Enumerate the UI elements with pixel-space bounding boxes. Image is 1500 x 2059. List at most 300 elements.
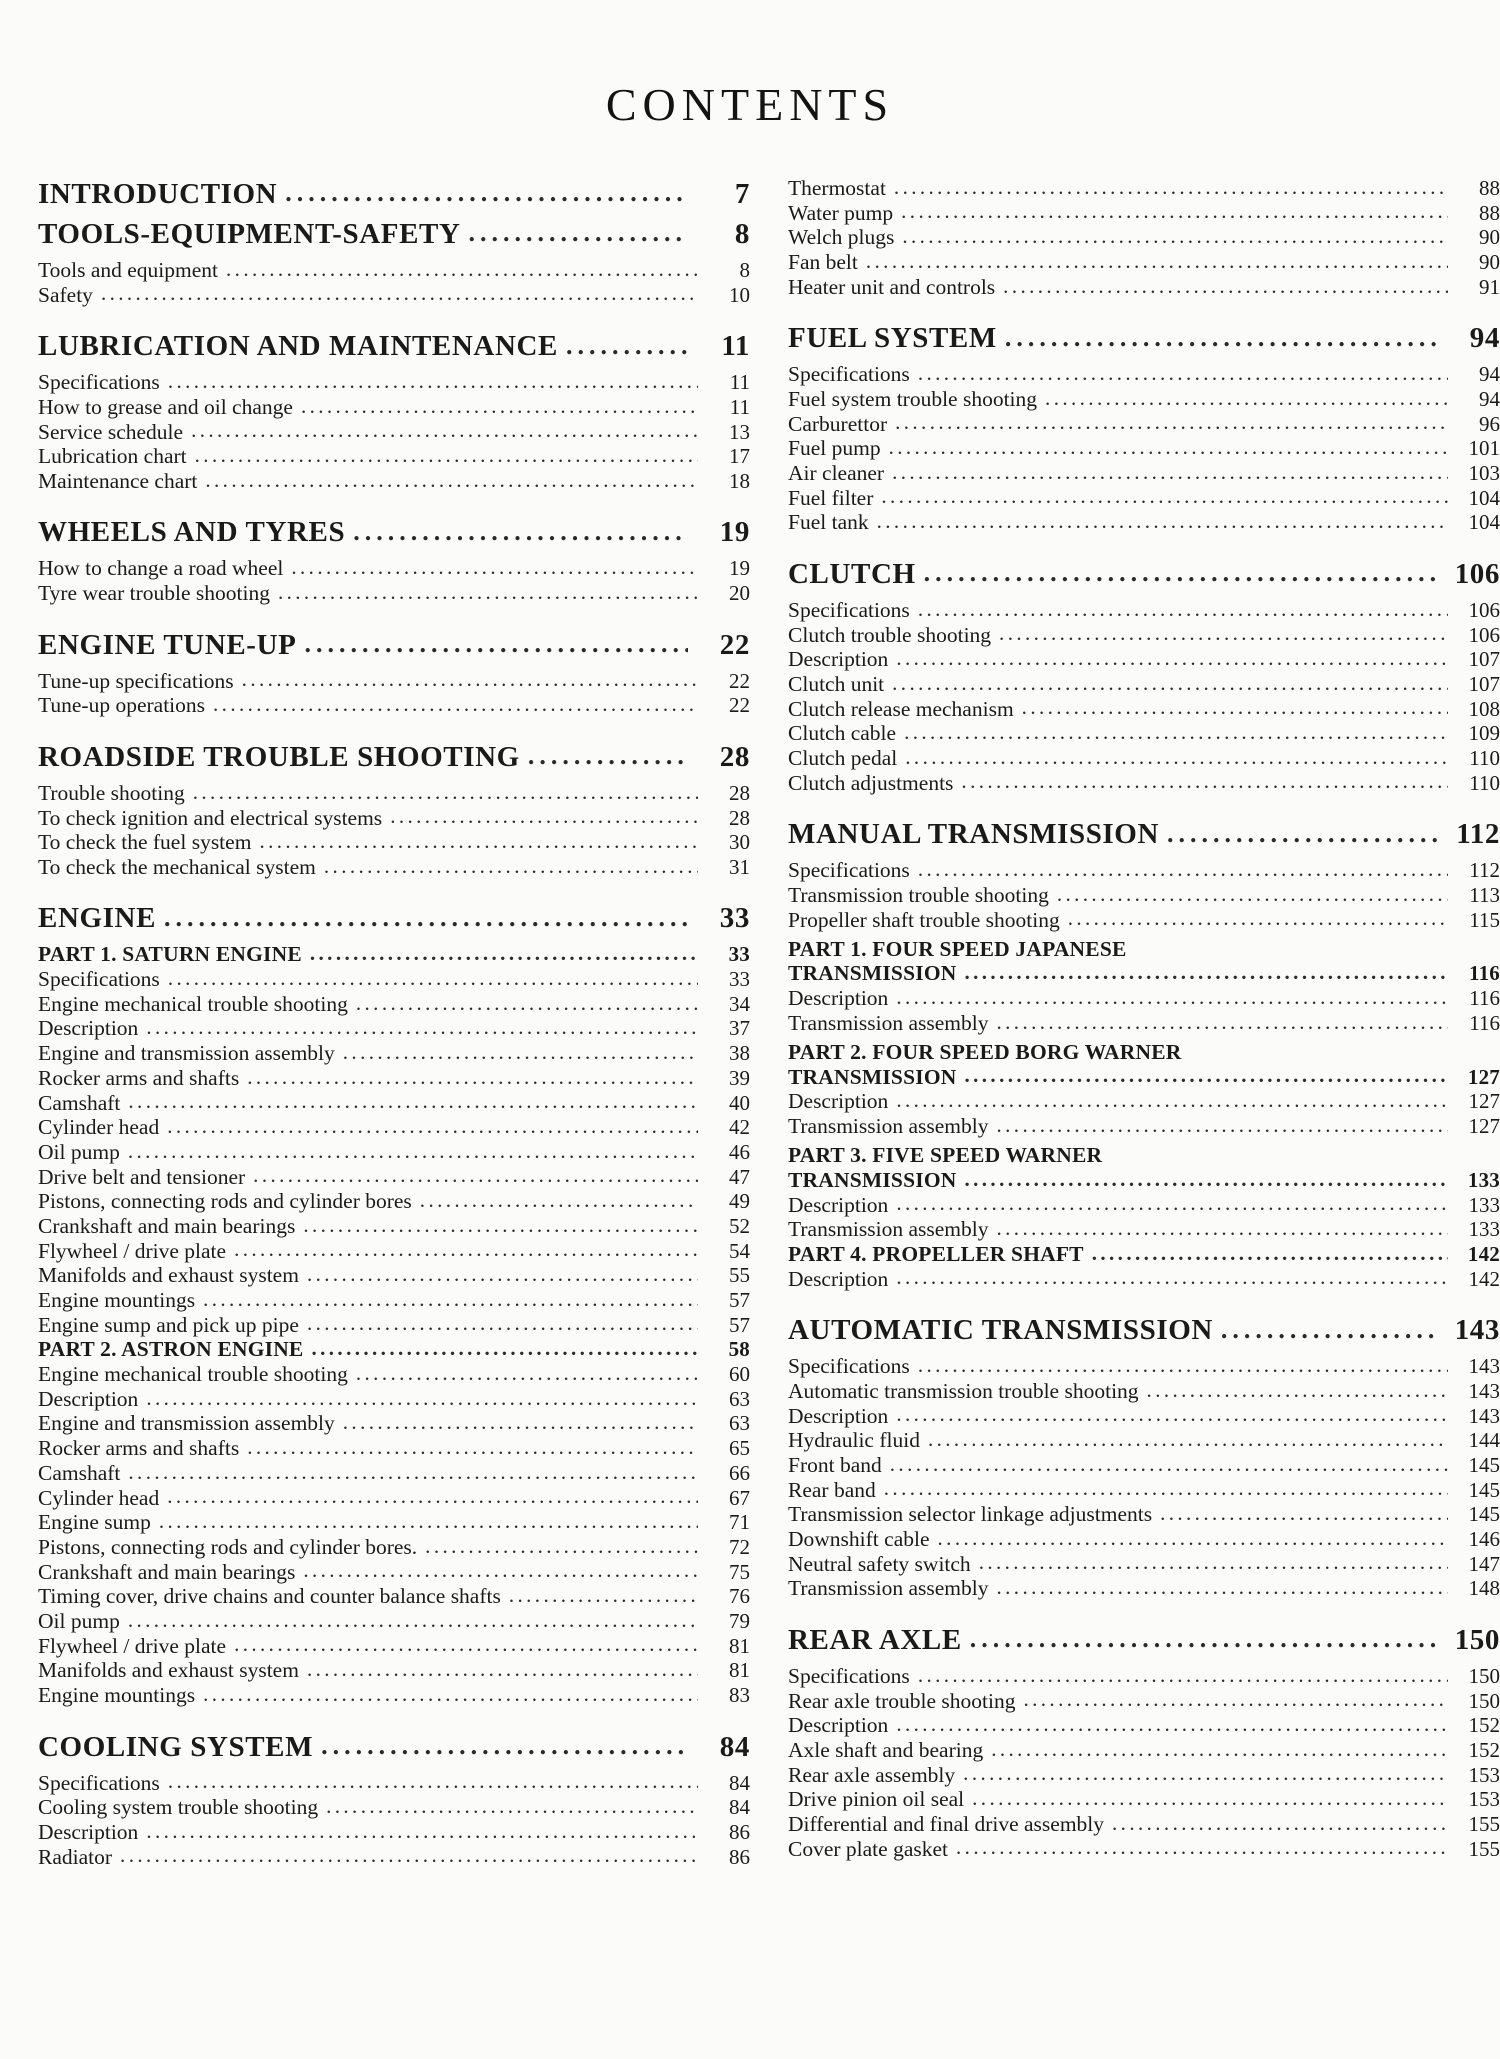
toc-entry-page-number: 20	[729, 581, 750, 606]
toc-entry-page-number: 109	[1468, 721, 1500, 746]
toc-sub-entry[interactable]	[38, 1213, 750, 1238]
toc-sub-entry[interactable]	[788, 1814, 1500, 1836]
toc-entry-page-number: 72	[729, 1534, 750, 1559]
toc-sub-entry[interactable]	[788, 1266, 1500, 1291]
toc-group	[788, 324, 1500, 534]
toc-part-entry[interactable]	[38, 944, 750, 966]
toc-sub-entry[interactable]	[788, 1219, 1500, 1241]
toc-sub-entry[interactable]	[788, 671, 1500, 696]
toc-entry-page-number: 22	[729, 693, 750, 718]
dot-leader	[195, 446, 698, 468]
dot-leader	[997, 1578, 1449, 1600]
toc-sub-entry[interactable]	[38, 468, 750, 493]
toc-entry-label: Rocker arms and shafts	[38, 1436, 240, 1461]
toc-entry-label: Camshaft	[38, 1090, 121, 1115]
toc-sub-entry[interactable]	[38, 1685, 750, 1707]
toc-entry-label: Safety	[38, 282, 93, 307]
toc-entry-label: Transmission assembly	[788, 1576, 989, 1601]
toc-entry-page-number: 46	[729, 1139, 750, 1164]
toc-sub-entry[interactable]	[788, 696, 1500, 721]
toc-sub-entry[interactable]	[38, 1413, 750, 1435]
toc-entry-label: COOLING SYSTEM	[38, 1730, 314, 1763]
toc-part-entry[interactable]	[788, 963, 1500, 985]
toc-sub-entry[interactable]	[788, 1551, 1500, 1576]
toc-entry-page-number: 106	[1468, 622, 1500, 647]
dot-leader	[321, 1735, 688, 1764]
toc-entry-label: Front band	[788, 1452, 882, 1477]
toc-sub-entry[interactable]	[788, 463, 1500, 485]
toc-entry-label: Cover plate gasket	[788, 1836, 949, 1861]
toc-entry-page-number: 11	[729, 370, 750, 395]
toc-entry-page-number: 57	[729, 1312, 750, 1337]
toc-sub-entry[interactable]	[788, 485, 1500, 510]
toc-sub-entry[interactable]	[788, 1452, 1500, 1477]
toc-section-entry[interactable]	[38, 518, 750, 549]
toc-sub-entry[interactable]	[788, 1403, 1500, 1428]
toc-section-entry[interactable]	[788, 820, 1500, 851]
dot-leader	[120, 1847, 698, 1869]
toc-entry-label: TOOLS-EQUIPMENT-SAFETY	[38, 218, 461, 250]
toc-sub-entry[interactable]	[38, 805, 750, 830]
toc-sub-entry[interactable]	[788, 1762, 1500, 1787]
toc-sub-entry[interactable]	[38, 1485, 750, 1510]
toc-sub-entry[interactable]	[788, 907, 1500, 932]
toc-sub-entry[interactable]	[788, 1477, 1500, 1502]
toc-entry-label: Specifications	[788, 362, 910, 387]
toc-entry-page-number: 58	[728, 1337, 750, 1362]
toc-entry-page-number: 30	[729, 830, 750, 855]
toc-sub-entry[interactable]	[38, 832, 750, 854]
toc-entry-page-number: 90	[1479, 225, 1500, 250]
toc-entry-page-number: 18	[729, 468, 750, 493]
toc-entry-page-number: 60	[729, 1362, 750, 1387]
toc-sub-entry[interactable]	[788, 882, 1500, 907]
toc-sub-entry[interactable]	[788, 386, 1500, 411]
toc-sub-entry[interactable]	[38, 1460, 750, 1485]
toc-entry-page-number: 8	[734, 218, 750, 250]
toc-sub-entry[interactable]	[788, 227, 1500, 249]
dot-leader	[892, 463, 1448, 485]
toc-entry-page-number: 143	[1468, 1403, 1500, 1428]
toc-entry-label: Tyre wear trouble shooting	[38, 581, 270, 606]
toc-sub-entry[interactable]	[38, 372, 750, 394]
toc-part-entry[interactable]	[38, 1339, 750, 1361]
toc-sub-entry[interactable]	[788, 1715, 1500, 1737]
toc-sub-entry[interactable]	[38, 1608, 750, 1633]
toc-entry-page-number: 143	[1454, 1314, 1500, 1347]
toc-sub-entry[interactable]	[788, 178, 1500, 200]
toc-entry-label: Engine and transmission assembly	[38, 1411, 335, 1436]
toc-entry-page-number: 94	[1479, 362, 1500, 387]
toc-entry-page-number: 90	[1479, 250, 1500, 275]
toc-sub-entry[interactable]	[38, 1164, 750, 1189]
dot-leader	[1147, 1381, 1448, 1403]
toc-sub-entry[interactable]	[788, 274, 1500, 299]
toc-section-entry[interactable]	[788, 1623, 1500, 1657]
toc-entry-label: Transmission assembly	[788, 1114, 989, 1139]
toc-entry-page-number: 155	[1468, 1836, 1500, 1861]
toc-entry-page-number: 79	[729, 1608, 750, 1633]
toc-entry-label: Rear axle assembly	[788, 1762, 956, 1787]
toc-entry-page-number: 71	[729, 1510, 750, 1535]
toc-entry-label: PART 1. SATURN ENGINE	[38, 942, 302, 967]
dot-leader	[999, 625, 1448, 647]
toc-entry-page-number: 84	[729, 1770, 750, 1795]
toc-sub-entry[interactable]	[38, 1633, 750, 1658]
toc-sub-entry[interactable]	[788, 860, 1500, 882]
toc-entry-page-number: 110	[1469, 770, 1500, 795]
toc-entry-page-number: 96	[1479, 411, 1500, 436]
toc-sub-entry[interactable]	[38, 1559, 750, 1584]
toc-sub-entry[interactable]	[788, 1663, 1500, 1688]
dot-leader	[918, 1666, 1448, 1688]
toc-sub-entry[interactable]	[788, 1737, 1500, 1762]
dot-leader	[307, 1265, 698, 1287]
toc-entry-label: ENGINE	[38, 902, 157, 935]
toc-entry-page-number: 91	[1479, 274, 1500, 299]
toc-entry-label: Specifications	[788, 858, 910, 883]
dot-leader	[997, 1219, 1449, 1241]
toc-entry-label: Tune-up operations	[38, 693, 206, 718]
toc-entry-page-number: 115	[1469, 907, 1500, 932]
toc-sub-entry[interactable]	[788, 1091, 1500, 1113]
toc-entry-page-number: 81	[729, 1658, 750, 1683]
dot-leader	[997, 1116, 1449, 1138]
dot-leader	[918, 600, 1448, 622]
toc-section-entry[interactable]	[788, 557, 1500, 591]
toc-sub-entry[interactable]	[788, 748, 1500, 770]
toc-section-entry[interactable]	[38, 180, 750, 211]
dot-leader	[896, 1406, 1448, 1428]
toc-entry-label: Hydraulic fluid	[788, 1428, 920, 1453]
toc-group	[38, 904, 750, 1706]
dot-leader	[390, 808, 698, 830]
dot-leader	[425, 1537, 698, 1559]
toc-section-entry[interactable]	[38, 740, 750, 774]
toc-entry-page-number: 107	[1468, 647, 1500, 672]
toc-entry-label: Engine and transmission assembly	[38, 1041, 335, 1066]
toc-sub-entry[interactable]	[38, 1770, 750, 1795]
toc-sub-entry[interactable]	[38, 1117, 750, 1139]
toc-entry-page-number: 142	[1467, 1242, 1500, 1266]
dot-leader	[896, 1091, 1448, 1113]
toc-sub-entry[interactable]	[788, 723, 1500, 745]
dot-leader	[1022, 699, 1448, 721]
toc-entry-page-number: 116	[1469, 961, 1500, 986]
toc-sub-entry[interactable]	[788, 1430, 1500, 1452]
dot-leader	[877, 512, 1448, 534]
toc-sub-entry[interactable]	[38, 1586, 750, 1608]
toc-entry-label: Description	[38, 1386, 139, 1411]
dot-leader	[101, 285, 698, 307]
toc-entry-label: Crankshaft and main bearings	[38, 1213, 296, 1238]
toc-part-entry[interactable]	[788, 1167, 1500, 1192]
toc-entry-page-number: 33	[719, 902, 750, 935]
dot-leader	[159, 1512, 698, 1534]
dot-leader	[285, 182, 688, 211]
toc-entry-label: Description	[38, 1819, 139, 1844]
toc-group	[788, 820, 1500, 1290]
dot-leader	[193, 783, 698, 805]
dot-leader	[311, 1339, 698, 1361]
dot-leader	[303, 1562, 698, 1584]
toc-sub-entry[interactable]	[38, 668, 750, 693]
toc-sub-entry[interactable]	[788, 1578, 1500, 1600]
toc-entry-label: Maintenance chart	[38, 468, 198, 493]
toc-entry-page-number: 81	[729, 1633, 750, 1658]
toc-entry-label: Tools and equipment	[38, 258, 219, 282]
toc-sub-entry[interactable]	[788, 411, 1500, 436]
toc-entry-page-number: 112	[1469, 858, 1500, 883]
dot-leader	[146, 1822, 698, 1844]
toc-sub-entry[interactable]	[38, 394, 750, 419]
toc-entry-page-number: 19	[729, 556, 750, 581]
toc-entry-page-number: 152	[1468, 1713, 1500, 1738]
toc-entry-label: To check the mechanical system	[38, 854, 316, 879]
toc-sub-entry[interactable]	[38, 780, 750, 805]
toc-sub-entry[interactable]	[38, 1660, 750, 1682]
toc-entry-label: MANUAL TRANSMISSION	[788, 818, 1160, 851]
toc-entry-label: FUEL SYSTEM	[788, 322, 997, 355]
toc-entry-label: PART 2. FOUR SPEED BORG WARNER	[788, 1040, 1182, 1064]
dot-leader	[128, 1093, 698, 1115]
toc-sub-entry[interactable]	[788, 364, 1500, 386]
toc-sub-entry[interactable]	[788, 1192, 1500, 1217]
toc-sub-entry[interactable]	[38, 1312, 750, 1337]
dot-leader	[881, 488, 1448, 510]
toc-sub-entry[interactable]	[788, 1010, 1500, 1035]
toc-sub-entry[interactable]	[38, 1018, 750, 1040]
toc-entry-page-number: 103	[1468, 461, 1500, 485]
toc-entry-page-number: 147	[1468, 1551, 1500, 1576]
toc-entry-page-number: 116	[1469, 1010, 1500, 1035]
toc-entry-page-number: 22	[729, 668, 750, 693]
toc-entry-label: Fan belt	[788, 250, 858, 275]
toc-sub-entry[interactable]	[788, 1504, 1500, 1526]
toc-group	[38, 332, 750, 492]
toc-entry-page-number: 145	[1468, 1452, 1500, 1477]
toc-sub-entry[interactable]	[38, 419, 750, 444]
toc-sub-entry[interactable]	[788, 622, 1500, 647]
toc-sub-entry[interactable]	[788, 1789, 1500, 1811]
toc-entry-page-number: 76	[729, 1584, 750, 1609]
toc-entry-page-number: 113	[1469, 882, 1500, 907]
toc-entry-label: Drive belt and tensioner	[38, 1164, 246, 1189]
toc-entry-page-number: 150	[1468, 1688, 1500, 1713]
toc-sub-entry[interactable]	[38, 1844, 750, 1869]
toc-sub-entry[interactable]	[788, 770, 1500, 795]
toc-sub-entry[interactable]	[38, 1364, 750, 1386]
toc-entry-page-number: 144	[1468, 1428, 1500, 1453]
toc-entry-label: Welch plugs	[788, 225, 895, 250]
dot-leader	[928, 1430, 1448, 1452]
toc-entry-label: Engine sump	[38, 1510, 151, 1535]
toc-group	[788, 1623, 1500, 1861]
toc-sub-entry[interactable]	[38, 695, 750, 717]
toc-sub-entry[interactable]	[38, 1438, 750, 1460]
toc-sub-entry[interactable]	[788, 988, 1500, 1010]
toc-sub-entry[interactable]	[38, 854, 750, 879]
toc-part-entry[interactable]	[788, 1244, 1500, 1266]
toc-sub-entry[interactable]	[38, 1139, 750, 1164]
toc-entry-label: TRANSMISSION	[788, 961, 957, 986]
toc-sub-entry[interactable]	[788, 438, 1500, 460]
toc-entry-label: Engine mountings	[38, 1288, 196, 1312]
dot-leader	[278, 583, 698, 605]
toc-sub-entry[interactable]	[38, 282, 750, 307]
toc-entry-label: Pistons, connecting rods and cylinder bores.	[38, 1534, 418, 1559]
toc-entry-page-number: 33	[729, 967, 750, 992]
toc-sub-entry[interactable]	[38, 260, 750, 282]
dot-leader	[259, 832, 698, 854]
toc-part-entry[interactable]	[788, 934, 1500, 960]
dot-leader	[164, 906, 688, 935]
toc-entry-label: Description	[788, 1266, 889, 1291]
toc-sub-entry[interactable]	[788, 1529, 1500, 1551]
toc-sub-entry[interactable]	[38, 558, 750, 580]
dot-leader	[203, 1685, 698, 1707]
toc-entry-page-number: 88	[1479, 176, 1500, 200]
toc-sub-entry[interactable]	[38, 1512, 750, 1534]
dot-leader	[213, 695, 698, 717]
toc-entry-label: Clutch trouble shooting	[788, 622, 992, 647]
toc-sub-entry[interactable]	[788, 200, 1500, 225]
toc-entry-page-number: 28	[719, 740, 750, 773]
toc-sub-entry[interactable]	[38, 1290, 750, 1312]
toc-sub-entry[interactable]	[38, 1819, 750, 1844]
toc-entry-label: PART 1. FOUR SPEED JAPANESE	[788, 936, 1127, 961]
toc-entry-label: Service schedule	[38, 419, 184, 444]
dot-leader	[1221, 1318, 1438, 1347]
toc-entry-label: Fuel tank	[788, 510, 869, 535]
dot-leader	[168, 372, 698, 394]
toc-entry-label: ENGINE TUNE-UP	[38, 628, 297, 661]
toc-entry-page-number: 22	[719, 628, 750, 661]
toc-sub-entry[interactable]	[38, 991, 750, 1016]
toc-entry-page-number: 11	[729, 394, 750, 419]
dot-leader	[205, 471, 698, 493]
toc-sub-entry[interactable]	[38, 1797, 750, 1819]
dot-leader	[902, 227, 1448, 249]
toc-entry-page-number: 116	[1469, 986, 1500, 1011]
toc-section-entry[interactable]	[788, 324, 1500, 355]
toc-section-entry[interactable]	[38, 332, 750, 363]
toc-entry-label: Engine mechanical trouble shooting	[38, 991, 348, 1016]
toc-sub-entry[interactable]	[788, 1688, 1500, 1713]
toc-section-entry[interactable]	[38, 628, 750, 662]
toc-part-entry[interactable]	[788, 1141, 1500, 1167]
toc-entry-label: Transmission selector linkage adjustments	[788, 1502, 1153, 1527]
toc-entry-page-number: 101	[1468, 436, 1500, 461]
toc-entry-label: Manifolds and exhaust system	[38, 1263, 299, 1288]
dot-leader	[1112, 1814, 1448, 1836]
dot-leader	[247, 1438, 698, 1460]
toc-entry-label: Specifications	[38, 967, 160, 992]
toc-entry-page-number: 153	[1468, 1787, 1500, 1812]
toc-entry-label: Fuel pump	[788, 436, 881, 461]
toc-entry-label: Fuel filter	[788, 485, 874, 510]
toc-entry-label: Heater unit and controls	[788, 274, 996, 299]
toc-sub-entry[interactable]	[38, 1191, 750, 1213]
toc-group	[788, 1316, 1500, 1600]
toc-entry-label: Engine sump and pick up pipe	[38, 1312, 299, 1337]
dot-leader	[918, 1356, 1448, 1378]
toc-section-entry[interactable]	[38, 1730, 750, 1764]
dot-leader	[253, 1167, 698, 1189]
toc-entry-page-number: 7	[734, 178, 750, 210]
toc-entry-label: Automatic transmission trouble shooting	[788, 1378, 1139, 1403]
toc-entry-label: Transmission assembly	[788, 1010, 989, 1035]
toc-part-entry[interactable]	[788, 1064, 1500, 1089]
dot-leader	[168, 969, 698, 991]
toc-entry-label: Rocker arms and shafts	[38, 1065, 240, 1090]
toc-sub-entry[interactable]	[788, 1378, 1500, 1403]
toc-sub-entry[interactable]	[788, 512, 1500, 534]
toc-group	[788, 178, 1500, 298]
toc-sub-entry[interactable]	[38, 1238, 750, 1263]
toc-entry-page-number: 13	[729, 419, 750, 444]
toc-entry-page-number: 150	[1468, 1663, 1500, 1688]
toc-sub-entry[interactable]	[38, 1065, 750, 1090]
dot-leader	[203, 1290, 698, 1312]
toc-sub-entry[interactable]	[38, 583, 750, 605]
dot-leader	[326, 1797, 698, 1819]
toc-entry-label: Description	[788, 1713, 889, 1738]
toc-sub-entry[interactable]	[38, 1386, 750, 1411]
toc-entry-page-number: 57	[729, 1288, 750, 1312]
dot-leader	[896, 988, 1448, 1010]
toc-entry-page-number: 47	[729, 1164, 750, 1189]
toc-sub-entry[interactable]	[788, 1356, 1500, 1378]
toc-entry-page-number: 63	[729, 1386, 750, 1411]
toc-entry-label: Clutch cable	[788, 721, 897, 746]
toc-sub-entry[interactable]	[38, 1534, 750, 1559]
dot-leader	[420, 1191, 698, 1213]
dot-leader	[956, 1839, 1448, 1861]
toc-sub-entry[interactable]	[788, 649, 1500, 671]
toc-section-entry[interactable]	[788, 1316, 1500, 1347]
toc-entry-label: How to grease and oil change	[38, 394, 293, 419]
toc-sub-entry[interactable]	[38, 1090, 750, 1115]
toc-entry-label: Radiator	[38, 1844, 113, 1869]
toc-entry-label: PART 4. PROPELLER SHAFT	[788, 1242, 1084, 1266]
toc-entry-page-number: 75	[729, 1559, 750, 1584]
toc-entry-label: WHEELS AND TYRES	[38, 516, 346, 549]
toc-entry-label: Description	[788, 1192, 889, 1217]
toc-sub-entry[interactable]	[788, 1836, 1500, 1861]
dot-leader	[1135, 934, 1448, 956]
toc-section-entry[interactable]	[38, 220, 750, 251]
toc-sub-entry[interactable]	[38, 1043, 750, 1065]
toc-sub-entry[interactable]	[38, 446, 750, 468]
toc-entry-page-number: 94	[1469, 322, 1500, 355]
toc-entry-page-number: 55	[729, 1263, 750, 1288]
toc-sub-entry[interactable]	[38, 1265, 750, 1287]
toc-entry-page-number: 49	[729, 1189, 750, 1214]
toc-sub-entry[interactable]	[38, 969, 750, 991]
toc-sub-entry[interactable]	[788, 1116, 1500, 1138]
toc-entry-label: Timing cover, drive chains and counter balance shafts	[38, 1584, 501, 1609]
toc-sub-entry[interactable]	[788, 597, 1500, 622]
toc-entry-label: Specifications	[788, 597, 910, 622]
toc-part-entry[interactable]	[788, 1038, 1500, 1064]
toc-section-entry[interactable]	[38, 904, 750, 935]
toc-sub-entry[interactable]	[788, 252, 1500, 274]
toc-entry-label: Description	[788, 1403, 889, 1428]
toc-entry-label: Carburettor	[788, 411, 888, 436]
toc-group	[38, 1730, 750, 1869]
toc-entry-page-number: 127	[1468, 1089, 1500, 1114]
